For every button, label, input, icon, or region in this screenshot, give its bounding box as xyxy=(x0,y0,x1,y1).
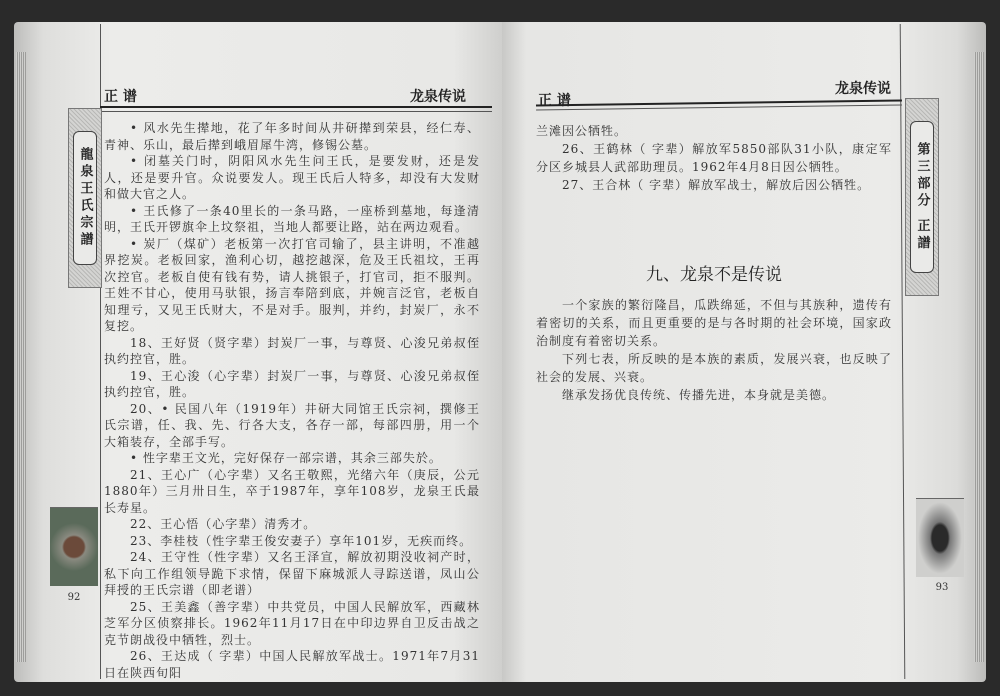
paragraph: • 闭墓关门时，阴阳风水先生问王氏，是要发财，还是发人，还是要升官。众说要发人。现王氏后人特多，却没有大发财和做大官之人。 xyxy=(104,154,480,201)
paragraph: 一个家族的繁衍隆昌，瓜跌绵延，不但与其族种，遗传有着密切的关系，而且更重要的是与各时期的社会环境，国家政治制度有着密切关系。 xyxy=(536,298,892,348)
dragon-ornament-icon xyxy=(916,498,964,577)
paragraph: 26、王达成（ 字辈）中国人民解放军战士。1971年7月31日在陕西旬阳 xyxy=(104,649,480,680)
longevity-ornament-icon xyxy=(50,507,98,586)
paragraph: 27、王合林（ 字辈）解放军战士，解放后因公牺牲。 xyxy=(562,178,871,192)
paragraph: • 风水先生撵地，花了年多时间从井研撵到荣县，经仁寿、青神、乐山，最后撵到峨眉犀牛湾，修锡公墓。 xyxy=(104,121,480,152)
running-header-right: 龙泉传说 xyxy=(835,81,891,97)
right-body-text xyxy=(536,296,892,404)
page-number: 93 xyxy=(935,582,949,593)
paragraph: • 王氏修了一条40里长的一条马路，一座桥到墓地，每逢清明，王氏开锣旗伞上坟祭祖，当地人都要让路，站在两边观看。 xyxy=(104,203,480,234)
header-rule xyxy=(100,106,492,112)
running-header-left: 正 谱 xyxy=(104,89,137,105)
paragraph: • 炭厂（煤矿）老板第一次打官司输了，县主讲明，不准越界挖炭。老板回家，渔利心切，越挖越深，危及王氏祖坟，王再次控官。老板自使有钱有势，请人挑银子，打官司，拒不服判。王姓不甘心，使用马驮银，扬言奉陪到底，并婉言泛官，老板自知理亏，又见王氏财大，不是对手。服判，并约，封炭厂，永不复挖。 xyxy=(104,236,480,333)
page-edges xyxy=(974,52,984,662)
paragraph: 20、• 民国八年（1919年）井研大同馆王氏宗祠，撰修王氏宗谱，任、我、先、行各大支，各存一部，每部四册，用一个大箱装存，全部手写。 xyxy=(104,401,480,449)
side-tab-label: 第三部分 正譜 xyxy=(910,121,934,273)
side-tab-label: 龍泉王氏宗譜 xyxy=(73,131,97,265)
paragraph: 继承发扬优良传统、传播先进，本身就是美德。 xyxy=(562,388,836,402)
paragraph: 22、王心悟（心字辈）清秀才。 xyxy=(130,517,317,531)
right-body-top xyxy=(536,122,892,194)
paragraph: 下列七表，所反映的是本族的素质，发展兴衰，也反映了社会的发展、兴衰。 xyxy=(536,352,892,384)
side-tab xyxy=(68,108,102,288)
paragraph: 25、王美鑫（善字辈）中共党员，中国人民解放军，西藏林芝军分区侦察排长。1962年11月17日在中印边界自卫反击战之克节朗战役中牺牲，烈士。 xyxy=(104,599,480,647)
paragraph: 26、王鹤林（ 字辈）解放军5850部队31小队，康定军分区乡城县人武部助理员。1962年4月8日因公牺牲。 xyxy=(536,142,892,174)
section-title: 九、龙泉不是传说 xyxy=(646,265,782,285)
running-header-left: 正 谱 xyxy=(538,93,571,109)
running-header-right: 龙泉传说 xyxy=(410,89,466,105)
paragraph: 23、李桂枝（性字辈王俊安妻子）享年101岁，无疾而终。 xyxy=(130,533,473,548)
paragraph: 24、王守性（性字辈）又名王泽宣，解放初期没收祠产时，私下向工作组领导跪下求情，保留下麻城派人寻踪送谱，凤山公拜授的王氏宗谱（即老谱） xyxy=(104,550,480,597)
left-body-text xyxy=(104,120,480,681)
paragraph: 兰滩因公牺牲。 xyxy=(536,124,628,138)
page-edges xyxy=(16,52,26,662)
paragraph: 21、王心广（心字辈）又名王敬熙，光绪六年（庚辰，公元1880年）三月卅日生，卒于1987年，享年108岁，龙泉王氏最长寿星。 xyxy=(104,467,480,515)
page-number: 92 xyxy=(67,592,81,603)
paragraph: 19、王心浚（心字辈）封炭厂一事，与尊贤、心浚兄弟叔侄执约控官，胜。 xyxy=(104,368,480,399)
side-tab xyxy=(905,98,939,296)
paragraph: • 性字辈王文光，完好保存一部宗谱，其余三部失於。 xyxy=(130,451,442,465)
paragraph: 18、王好贤（贤字辈）封炭厂一事，与尊贤、心浚兄弟叔侄执约控官，胜。 xyxy=(104,335,480,366)
